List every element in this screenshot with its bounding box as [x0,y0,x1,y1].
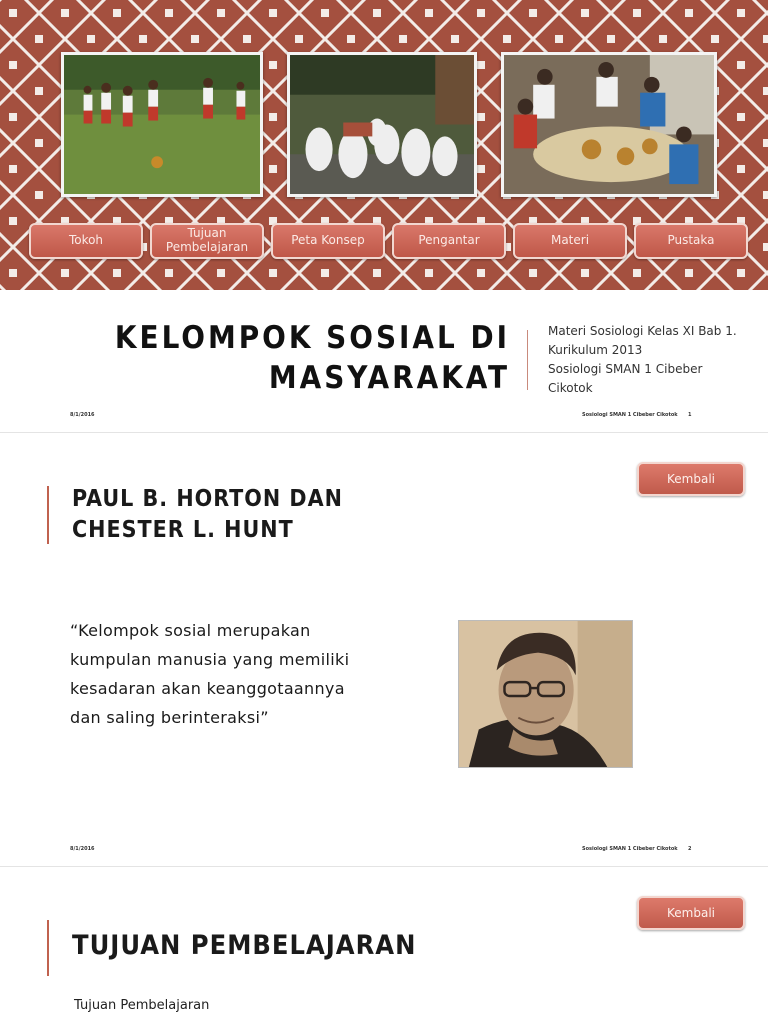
photo-people-eating [501,52,717,197]
footer-page-number: 2 [688,846,692,852]
slide3-subtext: Tujuan Pembelajaran [74,998,210,1013]
header-banner [0,0,768,290]
subtitle-line3: Sosiologi SMAN 1 Cibeber [548,362,703,376]
title-divider [527,330,528,390]
slide2-heading-line1: PAUL B. HORTON DAN [72,486,343,512]
back-button[interactable]: Kembali [637,896,745,930]
nav-button-pustaka[interactable]: Pustaka [634,223,748,259]
nav-button-tokoh[interactable]: Tokoh [29,223,143,259]
slide1-title-line1: KELOMPOK SOSIAL DI [114,320,510,356]
footer-text: Sosiologi SMAN 1 Cibeber Cikotok [582,846,678,852]
nav-button-peta-konsep[interactable]: Peta Konsep [271,223,385,259]
slide2-heading-line2: CHESTER L. HUNT [72,517,294,543]
footer-text: Sosiologi SMAN 1 Cibeber Cikotok [582,412,678,418]
nav-button-tujuan-pembelajaran[interactable]: Tujuan Pembelajaran [150,223,264,259]
nav-button-pengantar[interactable]: Pengantar [392,223,506,259]
slide2-footer [0,846,768,856]
heading-accent-bar [47,486,49,544]
footer-date: 8/1/2016 [70,412,95,418]
slide1-title [115,318,510,398]
heading-accent-bar [47,920,49,976]
nav-button-materi[interactable]: Materi [513,223,627,259]
slide1-footer [0,412,768,422]
slide2-heading [72,484,343,546]
subtitle-line1: Materi Sosiologi Kelas XI Bab 1. [548,324,737,338]
subtitle-line2: Kurikulum 2013 [548,343,643,357]
photo-children-football [61,52,263,197]
definition-quote: “Kelompok sosial merupakan kumpulan manusia yang memiliki kesadaran akan keanggotaannya dan saling berinteraksi” [70,621,350,727]
back-button[interactable]: Kembali [637,462,745,496]
photo-students-group [287,52,477,197]
footer-date: 8/1/2016 [70,846,95,852]
portrait-photo [458,620,633,768]
slide-separator [0,866,768,867]
footer-page-number: 1 [688,412,692,418]
slide1-title-line2: MASYARAKAT [268,360,510,396]
slide-separator [0,432,768,433]
slide1-subtitle [548,322,758,398]
slide3-heading: TUJUAN PEMBELAJARAN [72,930,417,961]
subtitle-line4: Cikotok [548,381,593,395]
